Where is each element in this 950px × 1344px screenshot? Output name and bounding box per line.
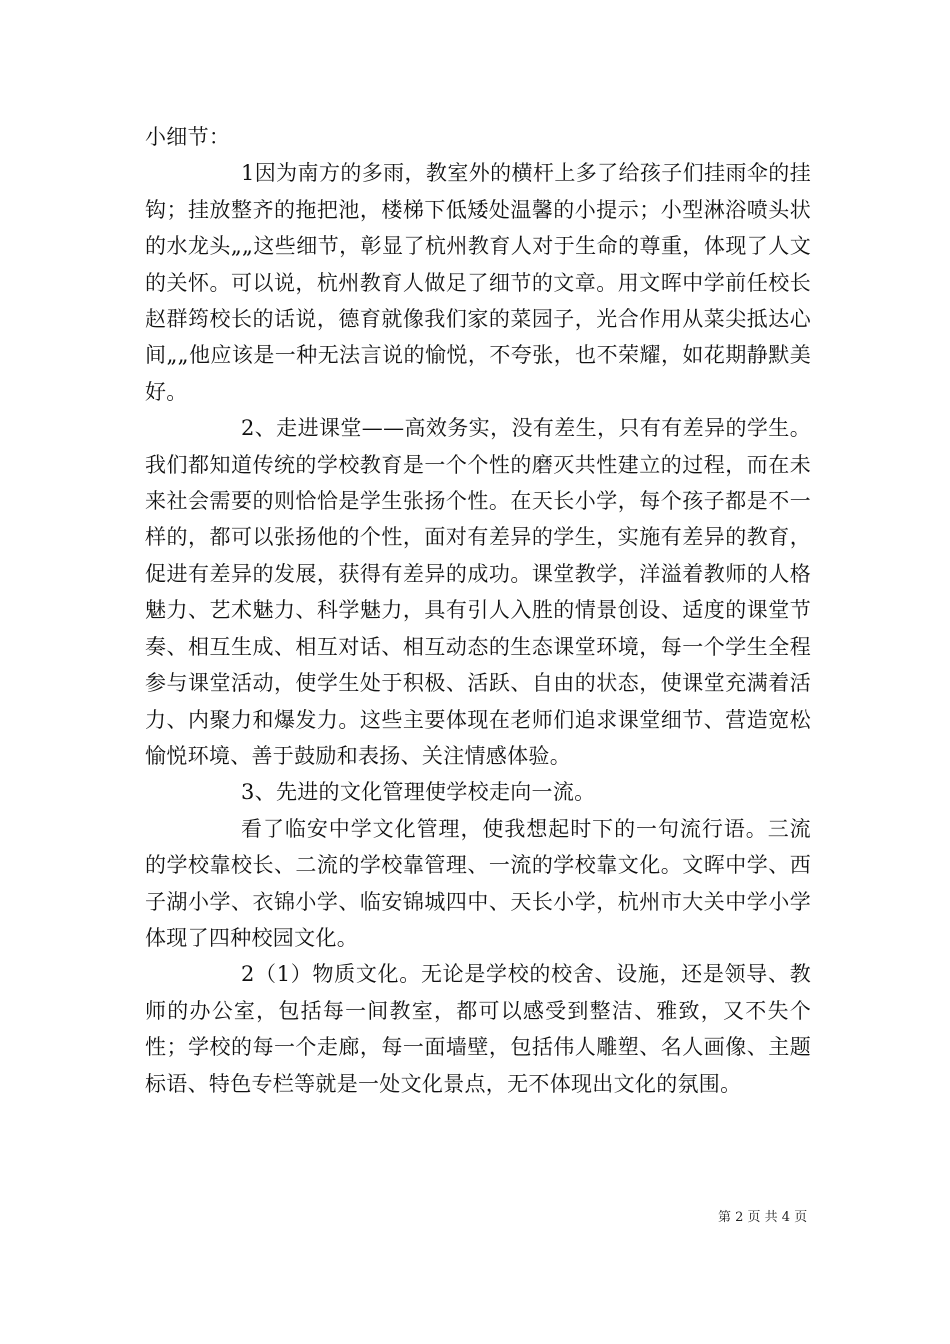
paragraph-classroom: 2、走进课堂——高效务实，没有差生，只有有差异的学生。我们都知道传统的学校教育是一个个性的磨灭共性建立的过程，而在未来社会需要的则恰恰是学生张扬个性。在天长小学，每个孩子都是不一样的，都可以张扬他的个性，面对有差异的学生，实施有差异的教育，促进有差异的发展，获得有差异的成功。课堂教学，洋溢着教师的人格魅力、艺术魅力、科学魅力，具有引人入胜的情景创设、适度的课堂节奏、相互生成、相互对话、相互动态的生态课堂环境，每一个学生全程参与课堂活动，使学生处于积极、活跃、自由的状态，使课堂充满着活力、内聚力和爆发力。这些主要体现在老师们追求课堂细节、营造宽松愉悦环境、善于鼓励和表扬、关注情感体验。 (145, 416, 811, 768)
paragraph-culture: 看了临安中学文化管理，使我想起时下的一句流行语。三流的学校靠校长、二流的学校靠管理、一流的学校靠文化。文晖中学、西子湖小学、衣锦小学、临安锦城四中、天长小学，杭州市大关中学小学体现了四种校园文化。 (145, 816, 811, 950)
paragraph-intro: 小细节： (145, 125, 231, 149)
paragraph-material-culture: 2（1）物质文化。无论是学校的校舍、设施，还是领导、教师的办公室，包括每一间教室，都可以感受到整洁、雅致，又不失个性；学校的每一个走廊，每一面墙壁，包括伟人雕塑、名人画像、主题标语、特色专栏等就是一处文化景点，无不体现出文化的氛围。 (145, 962, 811, 1096)
paragraph-details: 1因为南方的多雨，教室外的横杆上多了给孩子们挂雨伞的挂钩；挂放整齐的拖把池，楼梯下低矮处温馨的小提示；小型淋浴喷头状的水龙头„„这些细节，彰显了杭州教育人对于生命的尊重，体现了人文的关怀。可以说，杭州教育人做足了细节的文章。用文晖中学前任校长赵群筠校长的话说，德育就像我们家的菜园子，光合作用从菜尖抵达心间„„他应该是一种无法言说的愉悦，不夸张，也不荣耀，如花期静默美好。 (145, 161, 811, 404)
paragraph-culture-heading: 3、先进的文化管理使学校走向一流。 (241, 780, 596, 805)
page-number: 第 2 页 共 4 页 (718, 1210, 808, 1225)
document-body (145, 119, 811, 1102)
